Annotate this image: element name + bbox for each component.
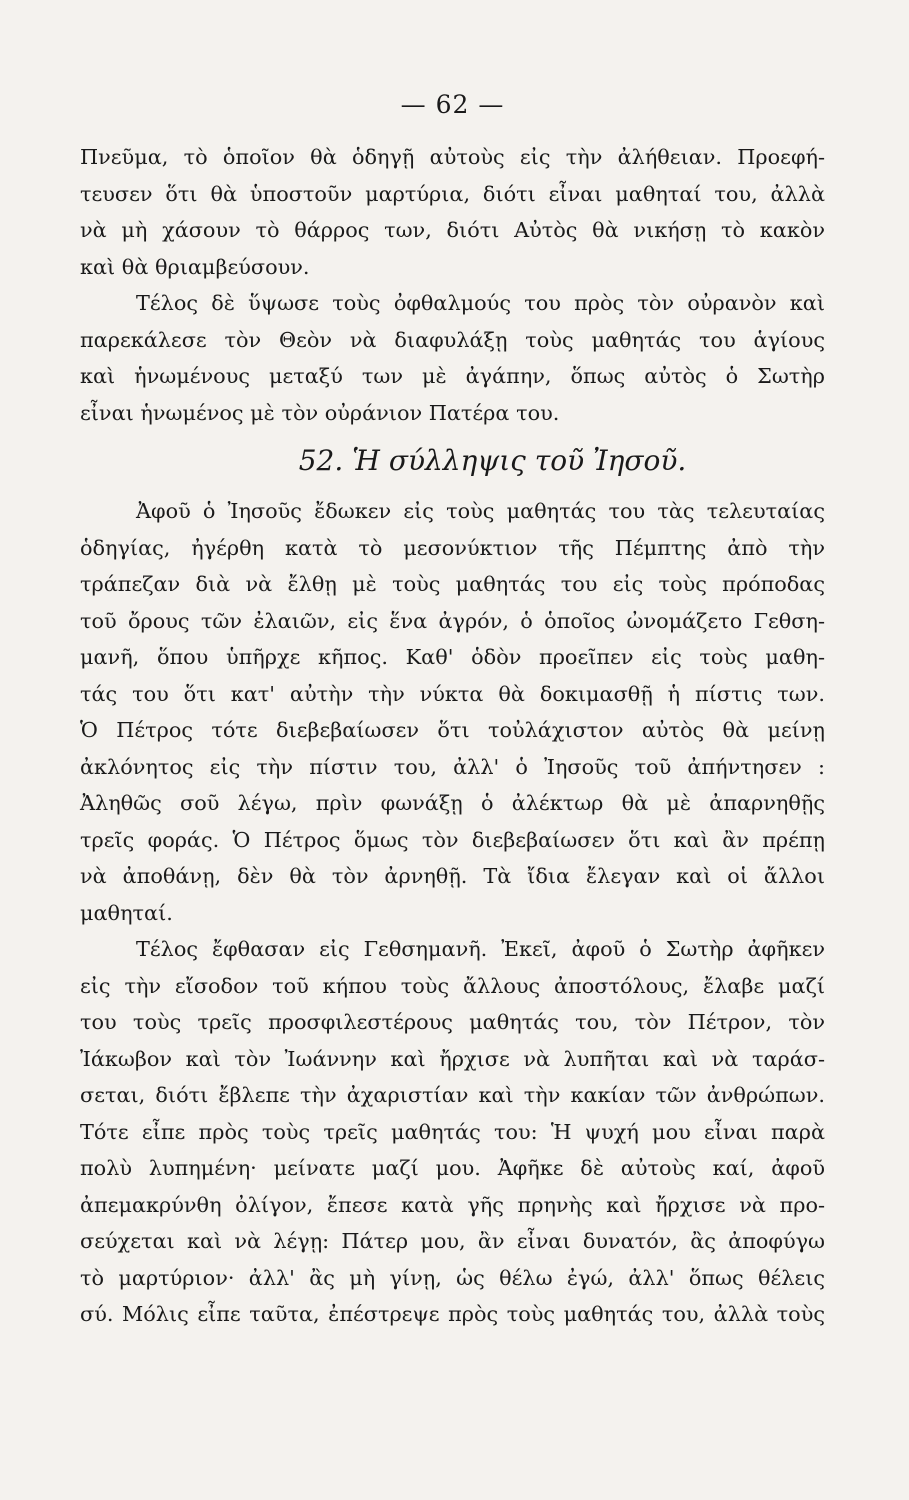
text-line: τοῦ ὄρους τῶν ἐλαιῶν, εἰς ἕνα ἀγρόν, ὁ ὁποῖος ὠνομάζετο Γεθση-: [80, 608, 825, 633]
text-line: μανῆ, ὅπου ὑπῆρχε κῆπος. Καθ' ὁδὸν προεῖπεν εἰς τοὺς μαθη-: [80, 645, 825, 669]
paragraph-2: [80, 285, 825, 431]
text-line: παρεκάλεσε τὸν Θεὸν νὰ διαφυλάξῃ τοὺς μαθητάς του ἁγίους: [80, 327, 825, 352]
text-line: σεται, διότι ἔβλεπε τὴν ἀχαριστίαν καὶ τὴν κακίαν τῶν ἀνθρώπων.: [80, 1083, 825, 1107]
paragraph-4: [80, 931, 825, 1333]
text-line: σεύχεται καὶ νὰ λέγῃ: Πάτερ μου, ἂν εἶναι δυνατόν, ἂς ἀποφύγω: [80, 1229, 825, 1253]
text-line: ἀκλόνητος εἰς τὴν πίστιν του, ἀλλ' ὁ Ἰησοῦς τοῦ ἀπήντησεν :: [80, 754, 825, 779]
page: [80, 90, 825, 1333]
paragraph-3: [80, 493, 825, 931]
text-line: νὰ μὴ χάσουν τὸ θάρρος των, διότι Αὐτὸς θὰ νικήσῃ τὸ κακὸν: [80, 218, 825, 242]
text-line: Ἰάκωβον καὶ τὸν Ἰωάννην καὶ ἤρχισε νὰ λυπῆται καὶ νὰ ταράσ-: [80, 1046, 825, 1071]
text-line: εἶναι ἡνωμένος μὲ τὸν οὐράνιον Πατέρα του.: [80, 400, 560, 425]
text-line: καὶ ἡνωμένους μεταξύ των μὲ ἀγάπην, ὅπως αὐτὸς ὁ Σωτὴρ: [80, 364, 825, 388]
text-line: Ἀληθῶς σοῦ λέγω, πρὶν φωνάξῃ ὁ ἀλέκτωρ θὰ μὲ ἀπαρνηθῇς: [80, 791, 825, 815]
text-line: πολὺ λυπημένη· μείνατε μαζί μου. Ἀφῆκε δὲ αὐτοὺς καί, ἀφοῦ: [80, 1156, 825, 1180]
text-line: Ἀφοῦ ὁ Ἰησοῦς ἔδωκεν εἰς τοὺς μαθητάς του τὰς τελευταίας: [136, 499, 825, 523]
text-line: τάς του ὅτι κατ' αὐτὴν τὴν νύκτα θὰ δοκιμασθῇ ἡ πίστις των.: [80, 681, 825, 706]
text-line: τράπεζαν διὰ νὰ ἔλθῃ μὲ τοὺς μαθητάς του εἰς τοὺς πρόποδας: [80, 572, 825, 596]
text-line: σύ. Μόλις εἶπε ταῦτα, ἐπέστρεψε πρὸς τοὺς μαθητάς του, ἀλλὰ τοὺς: [80, 1302, 825, 1326]
paragraph-1: [80, 139, 825, 285]
text-line: μαθηταί.: [80, 900, 173, 925]
text-line: Τέλος δὲ ὕψωσε τοὺς ὀφθαλμούς του πρὸς τὸν οὐρανὸν καὶ: [136, 291, 825, 315]
text-line: νὰ ἀποθάνῃ, δὲν θὰ τὸν ἀρνηθῇ. Τὰ ἴδια ἔλεγαν καὶ οἱ ἄλλοι: [80, 864, 825, 888]
text-line: τρεῖς φοράς. Ὁ Πέτρος ὅμως τὸν διεβεβαίωσεν ὅτι καὶ ἂν πρέπῃ: [80, 827, 825, 852]
text-line: Ὁ Πέτρος τότε διεβεβαίωσεν ὅτι τοὐλάχιστον αὐτὸς θὰ μείνῃ: [80, 718, 825, 742]
text-line: Τότε εἶπε πρὸς τοὺς τρεῖς μαθητάς του: Ἡ ψυχή μου εἶναι παρὰ: [80, 1119, 825, 1144]
section-heading: 52. Ἡ σύλληψις τοῦ Ἰησοῦ.: [298, 444, 687, 477]
page-number: — 62 —: [400, 90, 505, 119]
text-line: Τέλος ἔφθασαν εἰς Γεθσημανῆ. Ἐκεῖ, ἀφοῦ ὁ Σωτὴρ ἀφῆκεν: [136, 937, 825, 961]
text-line: εἰς τὴν εἴσοδον τοῦ κήπου τοὺς ἄλλους ἀποστόλους, ἔλαβε μαζί: [80, 973, 825, 998]
text-line: ὁδηγίας, ἠγέρθη κατὰ τὸ μεσονύκτιον τῆς Πέμπτης ἀπὸ τὴν: [80, 535, 825, 560]
text-line: τευσεν ὅτι θὰ ὑποστοῦν μαρτύρια, διότι εἶναι μαθηταί του, ἀλλὰ: [80, 181, 825, 206]
text-line: καὶ θὰ θριαμβεύσουν.: [80, 254, 310, 279]
text-line: τὸ μαρτύριον· ἀλλ' ἂς μὴ γίνῃ, ὡς θέλω ἐγώ, ἀλλ' ὅπως θέλεις: [80, 1265, 825, 1290]
text-line: ἀπεμακρύνθη ὀλίγον, ἔπεσε κατὰ γῆς πρηνὴς καὶ ἤρχισε νὰ προ-: [80, 1192, 825, 1217]
text-line: του τοὺς τρεῖς προσφιλεστέρους μαθητάς του, τὸν Πέτρον, τὸν: [80, 1010, 825, 1034]
text-line: Πνεῦμα, τὸ ὁποῖον θὰ ὁδηγῇ αὐτοὺς εἰς τὴν ἀλήθειαν. Προεφή-: [80, 145, 825, 169]
